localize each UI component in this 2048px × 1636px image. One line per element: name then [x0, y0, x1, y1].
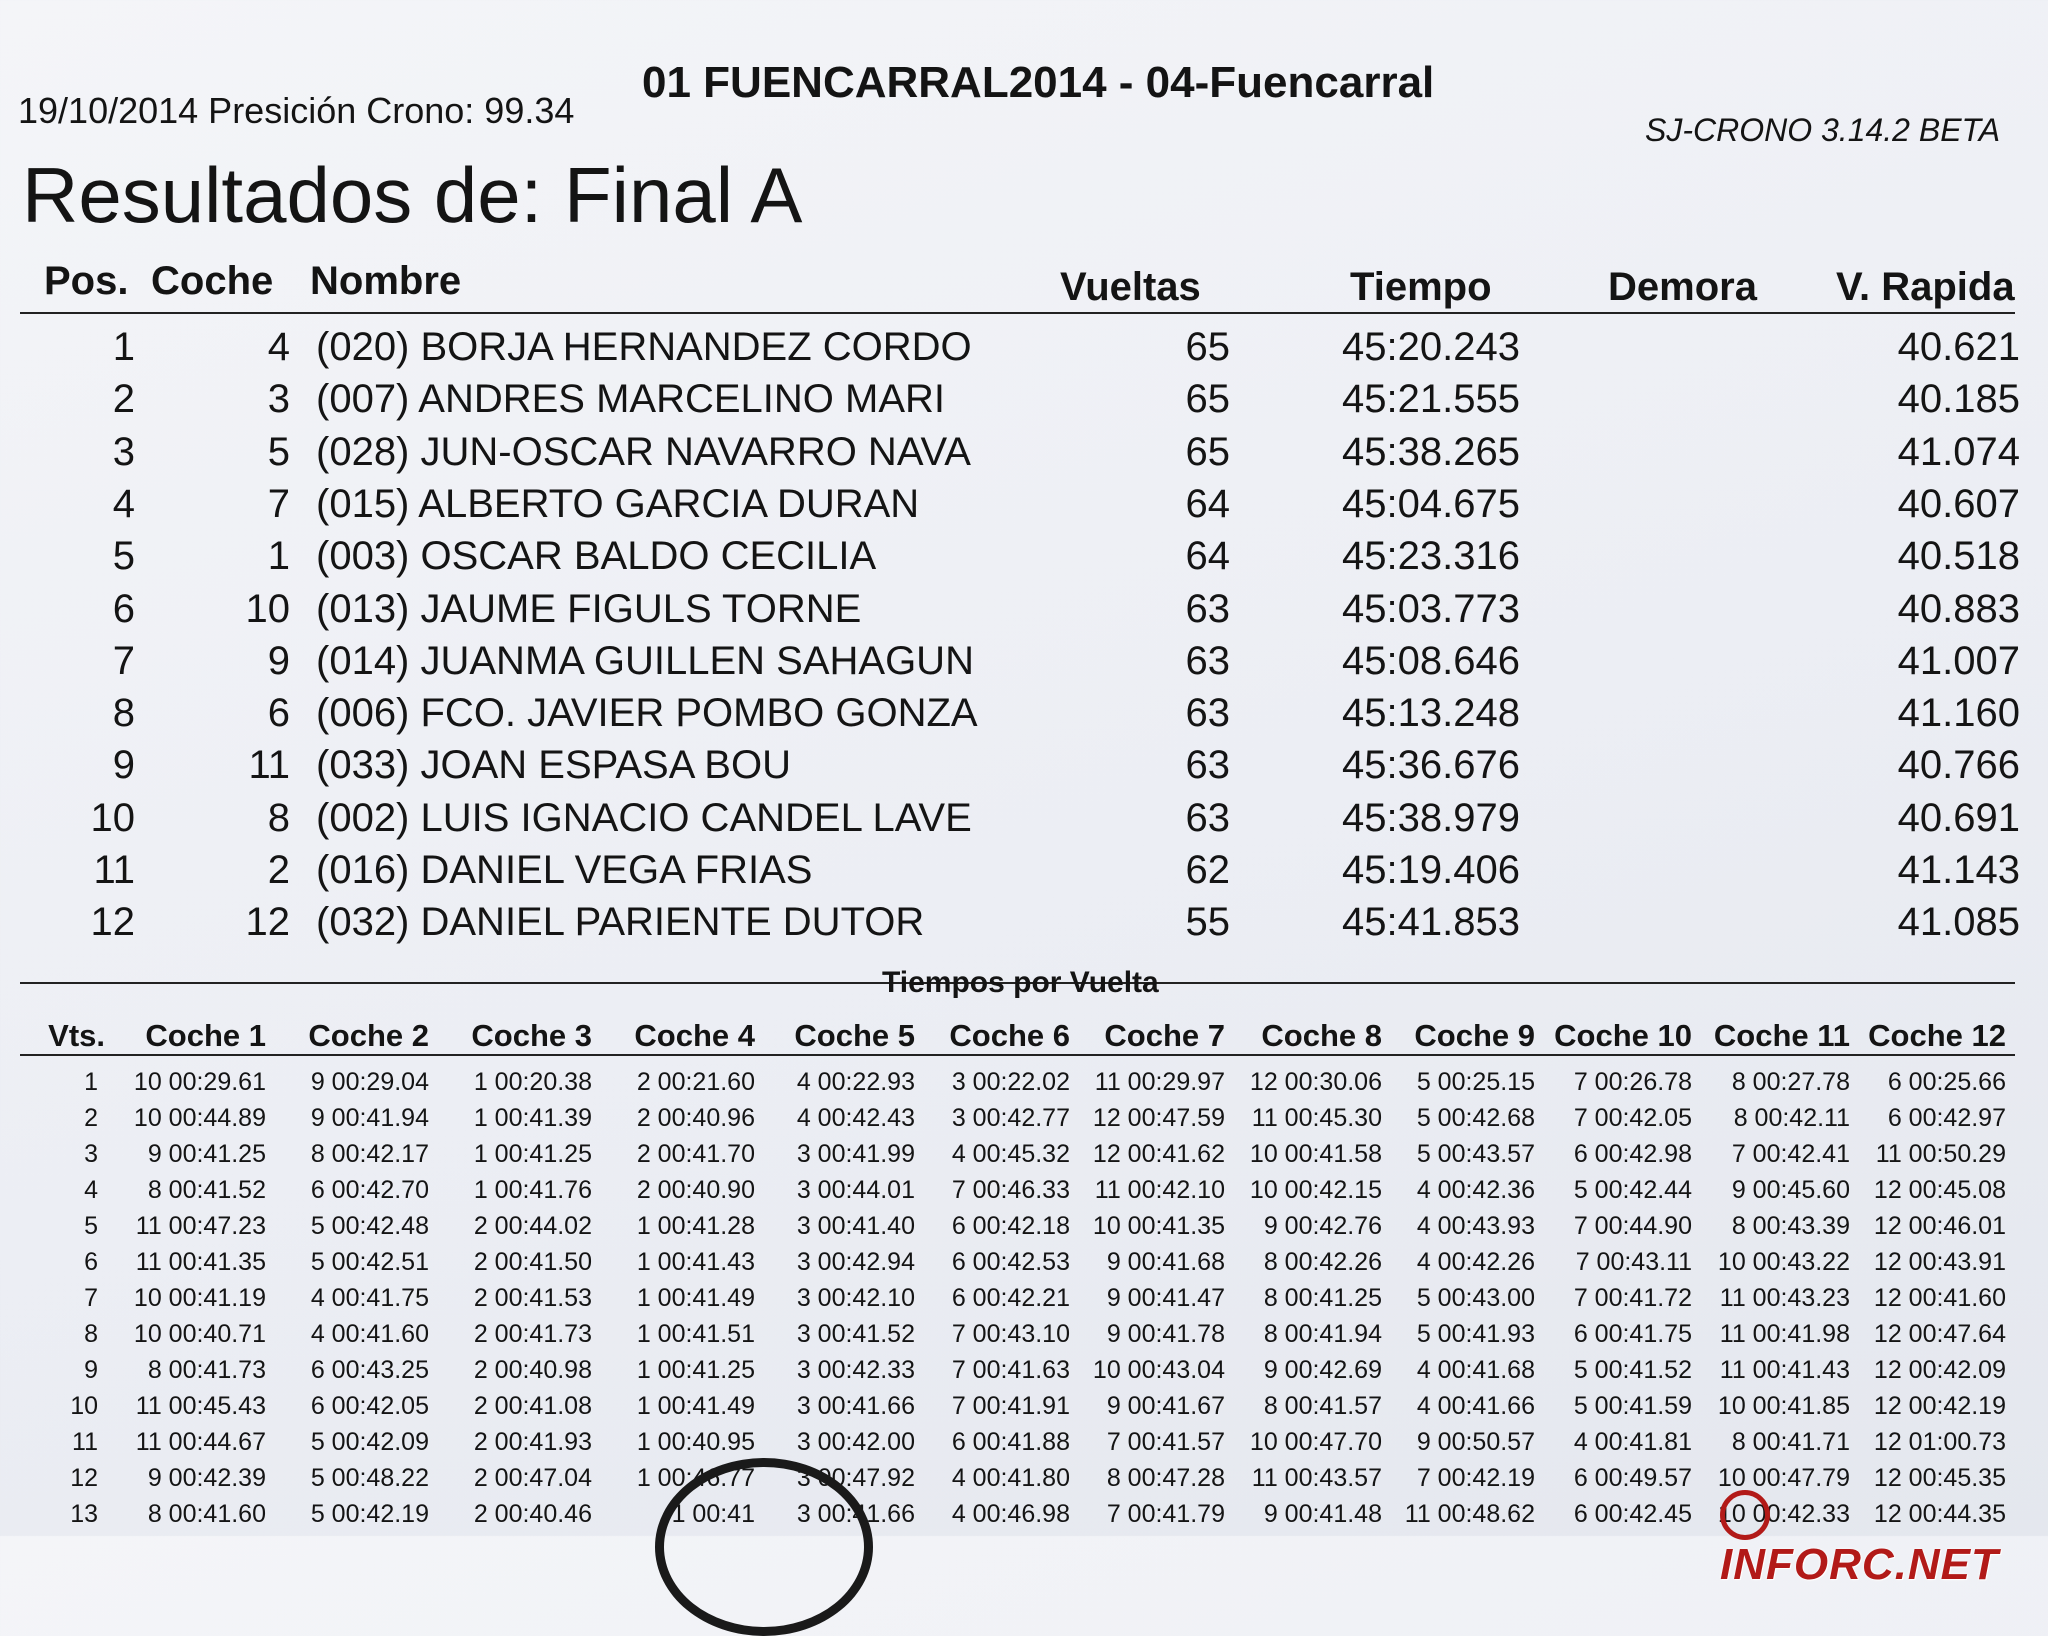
- lap-cell: 7 00:26.78: [1573, 1068, 1692, 1096]
- lap-row: [20, 1428, 2030, 1464]
- lap-cell: 11 00:45.43: [135, 1392, 266, 1420]
- result-nombre: (003) OSCAR BALDO CECILIA: [316, 534, 877, 579]
- lap-cell: 5 00:42.51: [310, 1248, 429, 1276]
- lap-cell: 3 00:42.33: [796, 1356, 915, 1384]
- lap-cell: 6 00:42.45: [1573, 1500, 1692, 1528]
- lap-cell: 11 00:45.30: [1251, 1104, 1382, 1132]
- lap-number: 5: [84, 1212, 98, 1240]
- lap-cell: 9 00:42.76: [1263, 1212, 1382, 1240]
- lap-cell: 4 00:42.26: [1416, 1248, 1535, 1276]
- lap-cell: 9 00:41.94: [310, 1104, 429, 1132]
- result-vueltas: 62: [1185, 848, 1230, 892]
- lap-cell: 8 00:41.73: [147, 1356, 266, 1384]
- lap-cell: 2 00:41.53: [473, 1284, 592, 1312]
- lap-cell: 11 00:41.98: [1719, 1320, 1850, 1348]
- lap-cell: 1 00:41.49: [636, 1284, 755, 1312]
- lap-cell: 11 00:43.57: [1251, 1464, 1382, 1492]
- lap-cell: 4 00:42.36: [1416, 1176, 1535, 1204]
- lap-cell: 8 00:41.52: [147, 1176, 266, 1204]
- lap-cell: 7 00:42.19: [1416, 1464, 1535, 1492]
- result-row: [20, 534, 2030, 586]
- result-v-rapida: 40.691: [1897, 795, 2020, 840]
- result-tiempo: 45:36.676: [1342, 743, 1520, 788]
- result-tiempo: 45:23.316: [1342, 534, 1520, 579]
- lap-cell: 1 00:41.49: [636, 1392, 755, 1420]
- result-coche: 8: [267, 795, 290, 840]
- lap-cell: 12 00:41.62: [1092, 1140, 1225, 1168]
- lap-cell: 3 00:41.52: [796, 1320, 915, 1348]
- watermark-text: INFORC.NET: [1720, 1540, 1999, 1590]
- result-pos: 12: [90, 900, 135, 945]
- lap-cell: 2 00:41.73: [473, 1320, 592, 1348]
- lap-cell: 7 00:41.79: [1106, 1500, 1225, 1528]
- lap-cell: 10 00:40.71: [133, 1320, 266, 1348]
- result-coche: 3: [267, 377, 290, 422]
- lap-cell: 3 00:41.99: [796, 1140, 915, 1168]
- lap-cell: 12 00:42.09: [1873, 1356, 2006, 1384]
- lap-cell: 8 00:42.17: [310, 1140, 429, 1168]
- lap-cell: 9 00:50.57: [1416, 1428, 1535, 1456]
- lap-cell: 9 00:41.47: [1106, 1284, 1225, 1312]
- lap-cell: 9 00:42.69: [1263, 1356, 1382, 1384]
- result-nombre: (015) ALBERTO GARCIA DURAN: [316, 481, 920, 526]
- lap-cell: 2 00:47.04: [473, 1464, 592, 1492]
- lap-cell: 10 00:29.61: [133, 1068, 266, 1096]
- lap-cell: 7 00:43.10: [951, 1320, 1070, 1348]
- lap-cell: 6 00:42.18: [951, 1212, 1070, 1240]
- lap-number: 10: [70, 1392, 98, 1420]
- event-title: 01 FUENCARRAL2014 - 04-Fuencarral: [642, 58, 1435, 107]
- lap-row: [20, 1140, 2030, 1176]
- lap-cell: 8 00:47.28: [1106, 1464, 1225, 1492]
- lap-cell: 9 00:41.68: [1106, 1248, 1225, 1276]
- results-header: [20, 259, 2030, 312]
- lap-header-vts: Vts.: [48, 1018, 105, 1053]
- lap-number: 9: [84, 1356, 98, 1384]
- lap-cell: 12 00:44.35: [1873, 1500, 2006, 1528]
- lap-cell: 4 00:42.43: [796, 1104, 915, 1132]
- result-nombre: (013) JAUME FIGULS TORNE: [316, 586, 862, 631]
- lap-cell: 7 00:41.57: [1106, 1428, 1225, 1456]
- lap-header-coche-4: Coche 4: [634, 1018, 755, 1053]
- lap-cell: 8 00:41.71: [1731, 1428, 1850, 1456]
- result-pos: 1: [112, 325, 135, 369]
- result-pos: 4: [112, 481, 135, 526]
- lap-row: [20, 1284, 2030, 1320]
- lap-cell: 5 00:42.44: [1573, 1176, 1692, 1204]
- lap-cell: 8 00:41.57: [1263, 1392, 1382, 1420]
- lap-header-coche-12: Coche 12: [1868, 1018, 2006, 1053]
- lap-cell: 3 00:22.02: [951, 1068, 1070, 1096]
- lap-cell: 7 00:41.91: [951, 1392, 1070, 1420]
- lap-cell: 2 00:41.70: [636, 1140, 755, 1168]
- lap-cell: 8 00:41.25: [1263, 1284, 1382, 1312]
- lap-cell: 3 00:41.66: [796, 1392, 915, 1420]
- lap-cell: 4 00:41.60: [310, 1320, 429, 1348]
- result-pos: 8: [112, 691, 135, 736]
- lap-cell: 11 00:47.23: [135, 1212, 266, 1240]
- lap-cell: 5 00:42.19: [310, 1500, 429, 1528]
- cable-obstruction: [655, 1458, 873, 1636]
- result-tiempo: 45:41.853: [1342, 900, 1520, 945]
- result-coche: 2: [267, 848, 290, 892]
- lap-cell: 9 00:41.67: [1106, 1392, 1225, 1420]
- lap-cell: 10 00:44.89: [133, 1104, 266, 1132]
- software-version: SJ-CRONO 3.14.2 BETA: [1645, 112, 2001, 148]
- lap-cell: 7 00:44.90: [1573, 1212, 1692, 1240]
- lap-header-coche-8: Coche 8: [1261, 1018, 1382, 1053]
- lap-number: 13: [70, 1500, 98, 1528]
- lap-cell: 1 00:41: [671, 1500, 755, 1528]
- result-row: [20, 743, 2030, 795]
- lap-cell: 9 00:45.60: [1731, 1176, 1850, 1204]
- lap-cell: 5 00:41.93: [1416, 1320, 1535, 1348]
- lap-cell: 5 00:41.59: [1573, 1392, 1692, 1420]
- result-row: [20, 900, 2030, 952]
- result-row: [20, 587, 2030, 639]
- result-vueltas: 64: [1185, 481, 1230, 526]
- lap-cell: 5 00:25.15: [1416, 1068, 1535, 1096]
- lap-cell: 9 00:42.39: [147, 1464, 266, 1492]
- lap-cell: 2 00:41.50: [473, 1248, 592, 1276]
- lap-row: [20, 1356, 2030, 1392]
- lap-cell: 6 00:42.21: [951, 1284, 1070, 1312]
- lap-cell: 11 00:42.10: [1094, 1176, 1225, 1204]
- lap-cell: 9 00:29.04: [310, 1068, 429, 1096]
- lap-cell: 12 00:43.91: [1873, 1248, 2006, 1276]
- lap-cell: 4 00:45.32: [951, 1140, 1070, 1168]
- lap-cell: 6 00:41.88: [951, 1428, 1070, 1456]
- result-row: [20, 430, 2030, 482]
- lap-cell: 1 00:46.77: [636, 1464, 755, 1492]
- watermark-logo: [1717, 1488, 2048, 1590]
- lap-cell: 4 00:46.98: [951, 1500, 1070, 1528]
- lap-cell: 8 00:41.94: [1263, 1320, 1382, 1348]
- lap-cell: 10 00:41.58: [1249, 1140, 1382, 1168]
- lap-cell: 12 00:47.64: [1873, 1320, 2006, 1348]
- header-tiempo: Tiempo: [1350, 265, 1492, 309]
- result-v-rapida: 41.074: [1897, 429, 2020, 474]
- result-tiempo: 45:04.675: [1342, 481, 1520, 526]
- lap-cell: 2 00:40.98: [473, 1356, 592, 1384]
- result-v-rapida: 40.185: [1897, 377, 2020, 422]
- lap-number: 3: [84, 1140, 98, 1168]
- lap-cell: 12 00:45.35: [1873, 1464, 2006, 1492]
- lap-cell: 9 00:41.78: [1106, 1320, 1225, 1348]
- lap-cell: 7 00:46.33: [951, 1176, 1070, 1204]
- lap-cell: 10 00:47.70: [1249, 1428, 1382, 1456]
- result-nombre: (002) LUIS IGNACIO CANDEL LAVE: [316, 795, 972, 840]
- lap-row: [20, 1392, 2030, 1428]
- lap-cell: 3 00:41.40: [796, 1212, 915, 1240]
- lap-cell: 6 00:42.70: [310, 1176, 429, 1204]
- header-pos: Pos.: [44, 259, 129, 303]
- lap-cell: 5 00:43.00: [1416, 1284, 1535, 1312]
- result-row: [20, 639, 2030, 691]
- lap-cell: 11 00:48.62: [1404, 1500, 1535, 1528]
- lap-cell: 2 00:21.60: [636, 1068, 755, 1096]
- lap-cell: 4 00:41.80: [951, 1464, 1070, 1492]
- lap-cell: 5 00:41.52: [1573, 1356, 1692, 1384]
- lap-cell: 7 00:42.05: [1573, 1104, 1692, 1132]
- lap-cell: 10 00:47.79: [1717, 1464, 1850, 1492]
- lap-number: 1: [84, 1068, 98, 1096]
- result-coche: 12: [245, 900, 290, 945]
- lap-cell: 5 00:42.48: [310, 1212, 429, 1240]
- lap-cell: 11 00:29.97: [1094, 1068, 1225, 1096]
- lap-cell: 3 00:47.92: [796, 1464, 915, 1492]
- result-nombre: (032) DANIEL PARIENTE DUTOR: [316, 900, 925, 945]
- result-vueltas: 64: [1185, 534, 1230, 579]
- result-nombre: (028) JUN-OSCAR NAVARRO NAVA: [316, 429, 971, 474]
- result-tiempo: 45:38.265: [1342, 429, 1520, 474]
- result-vueltas: 63: [1185, 795, 1230, 840]
- lap-cell: 12 00:47.59: [1092, 1104, 1225, 1132]
- lap-cell: 2 00:40.96: [636, 1104, 755, 1132]
- result-nombre: (033) JOAN ESPASA BOU: [316, 743, 791, 788]
- lap-cell: 7 00:41.72: [1573, 1284, 1692, 1312]
- result-tiempo: 45:21.555: [1342, 377, 1520, 422]
- lap-header-coche-9: Coche 9: [1414, 1018, 1535, 1053]
- result-row: [20, 377, 2030, 429]
- lap-cell: 11 00:41.35: [135, 1248, 266, 1276]
- lap-cell: 10 00:42.33: [1717, 1500, 1850, 1528]
- lap-header-coche-5: Coche 5: [794, 1018, 915, 1053]
- lap-number: 6: [84, 1248, 98, 1276]
- result-row: [20, 482, 2030, 534]
- lap-cell: 4 00:22.93: [796, 1068, 915, 1096]
- lap-cell: 4 00:41.68: [1416, 1356, 1535, 1384]
- lap-number: 7: [84, 1284, 98, 1312]
- lap-header-coche-11: Coche 11: [1713, 1018, 1850, 1053]
- lap-cell: 6 00:41.75: [1573, 1320, 1692, 1348]
- lap-header-coche-2: Coche 2: [308, 1018, 429, 1053]
- lap-cell: 8 00:41.60: [147, 1500, 266, 1528]
- result-v-rapida: 40.883: [1897, 586, 2020, 631]
- result-tiempo: 45:13.248: [1342, 691, 1520, 736]
- header-v-rapida: V. Rapida: [1836, 265, 2015, 309]
- lap-cell: 8 00:27.78: [1731, 1068, 1850, 1096]
- lap-cell: 1 00:41.39: [473, 1104, 592, 1132]
- lap-cell: 7 00:41.63: [951, 1356, 1070, 1384]
- result-pos: 7: [112, 638, 135, 683]
- lap-cell: 10 00:41.35: [1092, 1212, 1225, 1240]
- lap-cell: 5 00:48.22: [310, 1464, 429, 1492]
- lap-cell: 1 00:40.95: [636, 1428, 755, 1456]
- result-v-rapida: 40.621: [1897, 325, 2020, 369]
- lap-cell: 1 00:41.51: [636, 1320, 755, 1348]
- result-tiempo: 45:19.406: [1342, 848, 1520, 892]
- lap-cell: 7 00:42.41: [1731, 1140, 1850, 1168]
- lap-row: [20, 1320, 2030, 1356]
- header-coche: Coche: [151, 259, 274, 303]
- lap-cell: 12 00:46.01: [1873, 1212, 2006, 1240]
- result-nombre: (020) BORJA HERNANDEZ CORDO: [316, 325, 972, 369]
- lap-cell: 12 00:45.08: [1873, 1176, 2006, 1204]
- header-divider: [20, 312, 2015, 314]
- lap-cell: 11 00:44.67: [135, 1428, 266, 1456]
- lap-cell: 10 00:41.85: [1717, 1392, 1850, 1420]
- lap-times-title: Tiempos por Vuelta: [882, 966, 1159, 999]
- result-pos: 2: [112, 377, 135, 422]
- lap-cell: 1 00:41.43: [636, 1248, 755, 1276]
- lap-cell: 11 00:43.23: [1719, 1284, 1850, 1312]
- lap-cell: 6 00:42.98: [1573, 1140, 1692, 1168]
- lap-cell: 12 00:30.06: [1249, 1068, 1382, 1096]
- lap-cell: 4 00:41.81: [1573, 1428, 1692, 1456]
- lap-cell: 2 00:41.93: [473, 1428, 592, 1456]
- result-pos: 3: [112, 429, 135, 474]
- result-nombre: (007) ANDRES MARCELINO MARI: [316, 377, 946, 422]
- lap-cell: 10 00:41.19: [133, 1284, 266, 1312]
- result-v-rapida: 41.085: [1897, 900, 2020, 945]
- result-coche: 1: [267, 534, 290, 579]
- result-row: [20, 325, 2030, 377]
- lap-cell: 3 00:42.77: [951, 1104, 1070, 1132]
- lap-cell: 6 00:42.97: [1887, 1104, 2006, 1132]
- result-pos: 10: [90, 795, 135, 840]
- result-row: [20, 796, 2030, 848]
- lap-cell: 10 00:43.22: [1717, 1248, 1850, 1276]
- result-vueltas: 65: [1185, 429, 1230, 474]
- result-row: [20, 691, 2030, 743]
- lap-cell: 12 01:00.73: [1873, 1428, 2006, 1456]
- lap-cell: 4 00:43.93: [1416, 1212, 1535, 1240]
- result-row: [20, 848, 2030, 900]
- lap-cell: 11 00:50.29: [1875, 1140, 2006, 1168]
- lap-cell: 3 00:41.66: [796, 1500, 915, 1528]
- lap-header-coche-6: Coche 6: [949, 1018, 1070, 1053]
- lap-cell: 7 00:43.11: [1575, 1248, 1692, 1276]
- lap-cell: 2 00:40.46: [473, 1500, 592, 1528]
- lap-cell: 6 00:42.53: [951, 1248, 1070, 1276]
- result-nombre: (014) JUANMA GUILLEN SAHAGUN: [316, 638, 974, 683]
- lap-number: 12: [70, 1464, 98, 1492]
- lap-cell: 5 00:42.09: [310, 1428, 429, 1456]
- result-vueltas: 65: [1185, 325, 1230, 369]
- result-vueltas: 63: [1185, 638, 1230, 683]
- lap-cell: 3 00:44.01: [796, 1176, 915, 1204]
- lap-cell: 2 00:41.08: [473, 1392, 592, 1420]
- lap-header-coche-7: Coche 7: [1104, 1018, 1225, 1053]
- lap-cell: 6 00:43.25: [310, 1356, 429, 1384]
- lap-number: 8: [84, 1320, 98, 1348]
- lap-cell: 6 00:49.57: [1573, 1464, 1692, 1492]
- lap-cell: 4 00:41.75: [310, 1284, 429, 1312]
- header-demora: Demora: [1608, 265, 1757, 309]
- lap-cell: 8 00:42.11: [1733, 1104, 1850, 1132]
- result-coche: 11: [248, 743, 290, 788]
- lap-cell: 12 00:42.19: [1873, 1392, 2006, 1420]
- watermark-ring-icon: [1720, 1490, 1770, 1540]
- result-vueltas: 65: [1185, 377, 1230, 422]
- lap-cell: 8 00:42.26: [1263, 1248, 1382, 1276]
- lap-cell: 10 00:43.04: [1092, 1356, 1225, 1384]
- result-coche: 9: [267, 638, 290, 683]
- lap-number: 4: [84, 1176, 98, 1204]
- lap-cell: 5 00:43.57: [1416, 1140, 1535, 1168]
- lap-cell: 9 00:41.48: [1263, 1500, 1382, 1528]
- lap-header-coche-1: Coche 1: [145, 1018, 266, 1053]
- result-nombre: (006) FCO. JAVIER POMBO GONZA: [316, 691, 978, 736]
- result-pos: 11: [93, 848, 135, 892]
- result-coche: 6: [267, 691, 290, 736]
- lap-header-coche-3: Coche 3: [471, 1018, 592, 1053]
- result-v-rapida: 41.143: [1897, 848, 2020, 892]
- lap-cell: 3 00:42.10: [796, 1284, 915, 1312]
- result-nombre: (016) DANIEL VEGA FRIAS: [316, 848, 813, 892]
- lap-cell: 11 00:41.43: [1719, 1356, 1850, 1384]
- lap-cell: 1 00:41.28: [636, 1212, 755, 1240]
- result-pos: 5: [112, 534, 135, 579]
- result-vueltas: 55: [1185, 900, 1230, 945]
- lap-row: [20, 1248, 2030, 1284]
- lap-cell: 10 00:42.15: [1249, 1176, 1382, 1204]
- result-vueltas: 63: [1185, 691, 1230, 736]
- lap-cell: 6 00:25.66: [1887, 1068, 2006, 1096]
- result-v-rapida: 40.766: [1897, 743, 2020, 788]
- lap-cell: 1 00:20.38: [473, 1068, 592, 1096]
- header-nombre: Nombre: [310, 259, 462, 303]
- lap-row: [20, 1212, 2030, 1248]
- result-coche: 7: [267, 481, 290, 526]
- result-vueltas: 63: [1185, 586, 1230, 631]
- result-v-rapida: 40.607: [1897, 481, 2020, 526]
- date-precision: 19/10/2014 Presición Crono: 99.34: [18, 90, 575, 131]
- lap-row: [20, 1176, 2030, 1212]
- lap-cell: 1 00:41.25: [636, 1356, 755, 1384]
- result-tiempo: 45:03.773: [1342, 586, 1520, 631]
- lap-row: [20, 1104, 2030, 1140]
- lap-cell: 8 00:43.39: [1731, 1212, 1850, 1240]
- lap-cell: 5 00:42.68: [1416, 1104, 1535, 1132]
- lap-cell: 6 00:42.05: [310, 1392, 429, 1420]
- header-vueltas: Vueltas: [1060, 265, 1201, 309]
- result-v-rapida: 41.160: [1897, 691, 2020, 736]
- page-title: Resultados de: Final A: [22, 151, 803, 239]
- lap-cell: 1 00:41.76: [473, 1176, 592, 1204]
- lap-number: 2: [84, 1104, 98, 1132]
- result-pos: 9: [112, 743, 135, 788]
- lap-times-header: [20, 1018, 2030, 1058]
- lap-cell: 4 00:41.66: [1416, 1392, 1535, 1420]
- lap-cell: 2 00:40.90: [636, 1176, 755, 1204]
- result-vueltas: 63: [1185, 743, 1230, 788]
- result-coche: 5: [267, 429, 290, 474]
- lap-header-coche-10: Coche 10: [1554, 1018, 1692, 1053]
- lap-cell: 1 00:41.25: [473, 1140, 592, 1168]
- result-v-rapida: 40.518: [1897, 534, 2020, 579]
- lap-cell: 2 00:44.02: [473, 1212, 592, 1240]
- lap-number: 11: [72, 1428, 98, 1456]
- result-tiempo: 45:38.979: [1342, 795, 1520, 840]
- lap-cell: 12 00:41.60: [1873, 1284, 2006, 1312]
- result-coche: 4: [267, 325, 290, 369]
- lap-cell: 3 00:42.94: [796, 1248, 915, 1276]
- result-tiempo: 45:20.243: [1342, 325, 1520, 369]
- result-tiempo: 45:08.646: [1342, 638, 1520, 683]
- result-pos: 6: [112, 586, 135, 631]
- lap-row: [20, 1068, 2030, 1104]
- result-v-rapida: 41.007: [1897, 638, 2020, 683]
- lap-header-divider: [20, 1054, 2015, 1056]
- lap-cell: 3 00:42.00: [796, 1428, 915, 1456]
- lap-cell: 9 00:41.25: [147, 1140, 266, 1168]
- result-coche: 10: [245, 586, 290, 631]
